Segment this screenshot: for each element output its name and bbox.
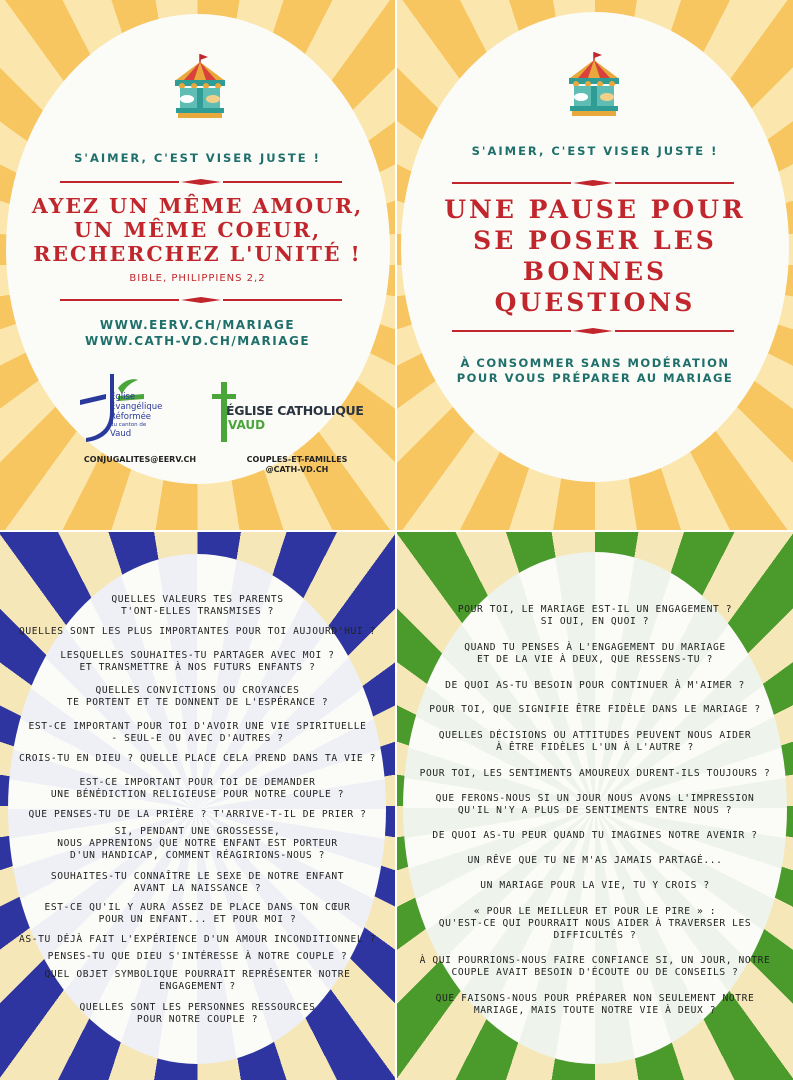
question-line: QU'EST-CE QUI POURRAIT NOUS AIDER À TRAVERSER LES [438,918,752,929]
question-item [397,830,793,842]
eerv-name-line: Evangélique [110,402,163,412]
title-line: QUESTIONS [494,288,696,317]
question-line: SOUHAITES-TU CONNAÎTRE LE SEXE DE NOTRE ENFANT [50,871,345,882]
question-line: T'ONT-ELLES TRANSMISES ? [120,606,275,617]
question-line: POUR TOI, QUE SIGNIFIE ÊTRE FIDÈLE DANS LE MARIAGE ? [429,704,761,715]
question-line: QUE PENSES-TU DE LA PRIÈRE ? T'ARRIVE-T-IL DE PRIER ? [28,809,367,820]
question-line: « POUR LE MEILLEUR ET POUR LE PIRE » : [473,906,717,917]
eerv-logo-text [110,392,162,439]
question-item [397,642,793,666]
question-line: QUELLES DÉCISIONS OU ATTITUDES PEUVENT NOUS AIDER [438,730,752,741]
question-item [397,880,793,892]
question-line: AVANT LA NAISSANCE ? [133,883,262,894]
question-item [397,793,793,817]
title-line: AYEZ UN MÊME AMOUR, [31,194,364,218]
question-line: - SEUL-E OU AVEC D'AUTRES ? [111,733,284,744]
question-line: UN RÊVE QUE TU NE M'AS JAMAIS PARTAGÉ... [467,855,723,866]
eerv-small-line: du canton de [110,422,147,428]
question-line: POUR TOI, LE MARIAGE EST-IL UN ENGAGEMENT ? [457,604,733,615]
cover-title [397,194,793,318]
divider-top [452,180,734,186]
question-item [0,626,395,638]
question-item [397,993,793,1017]
question-line: SI, PENDANT UNE GROSSESSE, [114,826,281,837]
question-line: POUR TOI, LES SENTIMENTS AMOUREUX DURENT-ILS TOUJOURS ? [419,768,771,779]
cath-vd-logo [212,380,382,450]
question-line: COUPLE AVAIT BESOIN D'ÉCOUTE OU DE CONSEILS ? [451,967,739,978]
questions-list-right [397,532,793,1080]
cath-email-line: COUPLES-ET-FAMILLES [246,455,348,464]
question-line: QU'IL N'Y A PLUS DE SENTIMENTS ENTRE NOUS ? [457,805,733,816]
subtitle-line: POUR VOUS PRÉPARER AU MARIAGE [456,371,734,385]
question-line: QUEL OBJET SYMBOLIQUE POURRAIT REPRÉSENTER NOTRE [44,969,351,980]
question-line: AS-TU DÉJÀ FAIT L'EXPÉRIENCE D'UN AMOUR INCONDITIONNEL ? [18,934,377,945]
eerv-logo [80,372,220,452]
eerv-name-line: Réformée [110,412,152,422]
question-item [0,594,395,618]
title-line: SE POSER LES [473,226,717,255]
subtitle-line: À CONSOMMER SANS MODÉRATION [460,356,730,370]
question-line: À ÊTRE FIDÈLES L'UN À L'AUTRE ? [496,742,694,753]
question-line: ENGAGEMENT ? [159,981,236,992]
eerv-region: Vaud [110,429,132,439]
question-line: NOUS APPRENIONS QUE NOTRE ENFANT EST PORTEUR [57,838,338,849]
question-line: D'UN HANDICAP, COMMENT RÉAGIRIONS-NOUS ? [69,850,326,861]
divider-bottom [452,328,734,334]
question-line: CROIS-TU EN DIEU ? QUELLE PLACE CELA PREND DANS TA VIE ? [18,753,377,764]
question-item [397,855,793,867]
eerv-email[interactable]: CONJUGALITES@EERV.CH [83,455,197,464]
questions-panel-left [0,532,395,1080]
divider-top [60,179,342,185]
question-line: PENSES-TU QUE DIEU S'INTÉRESSE À NOTRE COUPLE ? [47,951,348,962]
tagline: S'AIMER, C'EST VISER JUSTE ! [74,151,321,165]
question-item [0,871,395,895]
question-line: EST-CE QU'IL Y AURA ASSEZ DE PLACE DANS TON CŒUR [44,902,351,913]
question-item [0,826,395,862]
link-cath-vd[interactable]: WWW.CATH-VD.CH/MARIAGE [84,334,311,348]
question-item [0,753,395,765]
question-item [0,902,395,926]
question-item [397,906,793,942]
title-line: BONNES [522,257,668,286]
question-line: SI OUI, EN QUOI ? [540,616,650,627]
title-line: UN MÊME COEUR, [73,218,322,243]
question-line: QUELLES CONVICTIONS OU CROYANCES [95,685,300,696]
question-item [397,955,793,979]
question-line: QUELLES VALEURS TES PARENTS [111,594,284,605]
question-line: À QUI POURRIONS-NOUS FAIRE CONFIANCE SI, UN JOUR, NOTRE [419,955,771,966]
divider-bottom [60,297,342,303]
question-line: POUR NOTRE COUPLE ? [136,1014,259,1025]
question-line: DE QUOI AS-TU PEUR QUAND TU IMAGINES NOTRE AVENIR ? [432,830,758,841]
question-item [0,809,395,821]
question-line: QUAND TU PENSES À L'ENGAGEMENT DU MARIAGE [464,642,726,653]
question-line: TE PORTENT ET TE DONNENT DE L'ESPÉRANCE ? [66,697,329,708]
cover-title [0,194,395,267]
question-line: QUE FERONS-NOUS SI UN JOUR NOUS AVONS L'IMPRESSION [435,793,755,804]
bible-reference: BIBLE, PHILIPPIENS 2,2 [129,273,266,284]
cover-panel-left [0,0,395,530]
question-line: UNE BÉNÉDICTION RELIGIEUSE POUR NOTRE COUPLE ? [50,789,345,800]
question-item [0,951,395,963]
question-item [397,680,793,692]
subtitle-block [397,356,793,386]
link-eerv[interactable]: WWW.EERV.CH/MARIAGE [99,318,296,332]
question-line: ET TRANSMETTRE À NOS FUTURS ENFANTS ? [79,662,316,673]
question-line: DIFFICULTÉS ? [553,930,637,941]
question-line: UN MARIAGE POUR LA VIE, TU Y CROIS ? [480,880,710,891]
question-line: DE QUOI AS-TU BESOIN POUR CONTINUER À M'AIMER ? [445,680,745,691]
title-line: RECHERCHEZ L'UNITÉ ! [33,242,362,267]
question-item [0,685,395,709]
question-line: MARIAGE, MAIS TOUTE NOTRE VIE À DEUX ? [473,1005,717,1016]
question-line: QUELLES SONT LES PLUS IMPORTANTES POUR TOI AUJOURD'HUI ? [18,626,377,637]
title-line: UNE PAUSE POUR [444,195,746,224]
tagline: S'AIMER, C'EST VISER JUSTE ! [471,144,719,158]
question-item [397,768,793,780]
question-item [0,934,395,946]
question-item [0,721,395,745]
question-line: QUE FAISONS-NOUS POUR PRÉPARER NON SEULEMENT NOTRE [435,993,755,1004]
question-item [0,777,395,801]
question-item [0,1002,395,1026]
cover-panel-right [397,0,793,530]
question-item [397,704,793,716]
cath-vd-name: ÉGLISE CATHOLIQUE [226,403,364,418]
question-item [397,730,793,754]
question-line: EST-CE IMPORTANT POUR TOI D'AVOIR UNE VIE SPIRITUELLE [28,721,367,732]
question-line: POUR UN ENFANT... ET POUR MOI ? [98,914,297,925]
carousel-icon [566,50,622,122]
question-line: ET DE LA VIE À DEUX, QUE RESSENS-TU ? [477,654,713,665]
links-block [0,317,395,349]
question-item [0,969,395,993]
cath-vd-region: VAUD [228,418,266,432]
question-line: EST-CE IMPORTANT POUR TOI DE DEMANDER [79,777,316,788]
question-line: QUELLES SONT LES PERSONNES RESSOURCES [79,1002,316,1013]
question-line: LESQUELLES SOUHAITES-TU PARTAGER AVEC MOI ? [60,650,335,661]
eerv-name-line: Eglise [110,392,136,402]
questions-panel-right [397,532,793,1080]
carousel-icon [172,52,228,124]
cath-vd-email[interactable] [222,455,372,475]
question-item [397,604,793,628]
cath-email-line: @CATH-VD.CH [265,465,329,474]
questions-list-left [0,532,395,1080]
question-item [0,650,395,674]
